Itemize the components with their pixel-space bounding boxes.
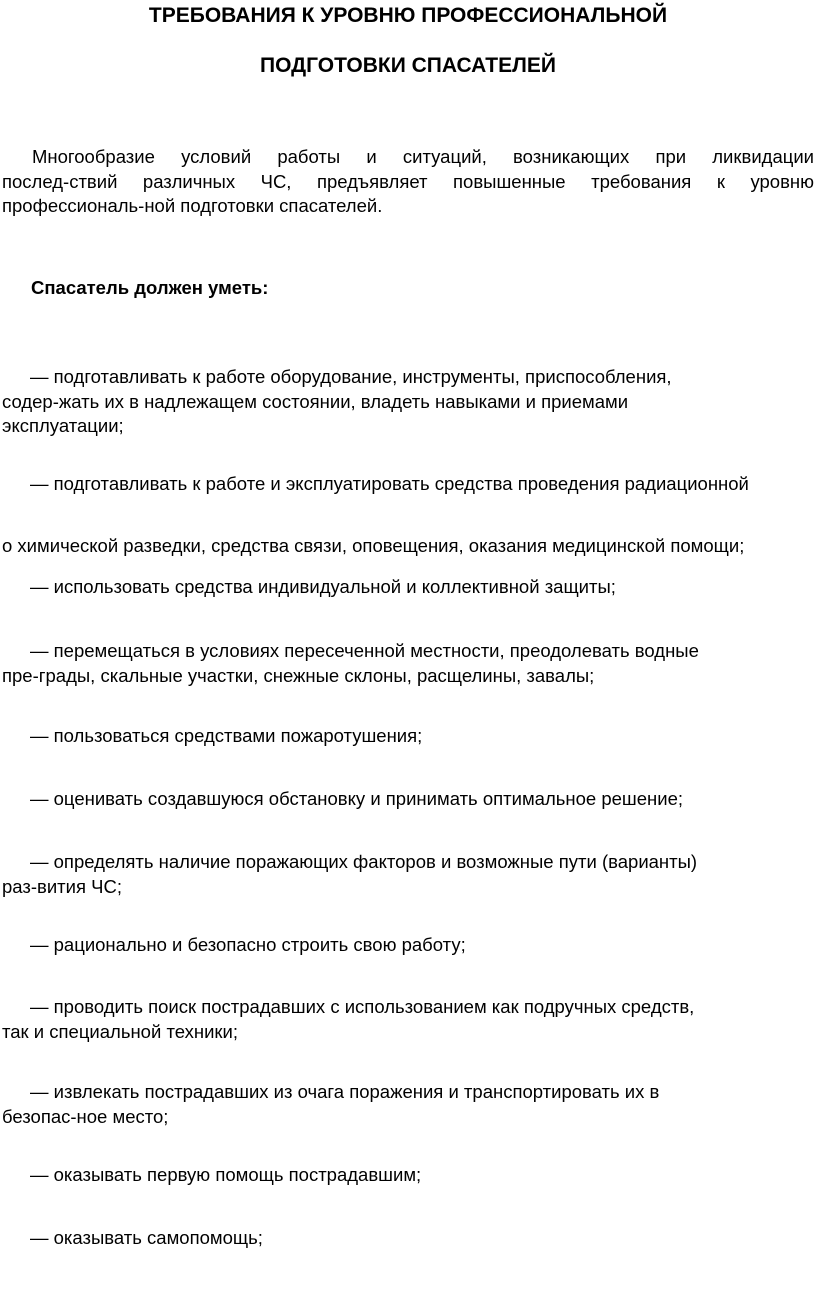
skill-item	[2, 472, 816, 497]
skill-item	[2, 1226, 816, 1251]
skill-item-line: — использовать средства индивидуальной и коллективной защиты;	[30, 576, 616, 597]
document-title-line-2: ПОДГОТОВКИ СПАСАТЕЛЕЙ	[260, 54, 556, 77]
skill-item-line: — рационально и безопасно строить свою работу;	[30, 934, 466, 955]
skill-item	[2, 1163, 816, 1188]
skills-subheading: Спасатель должен уметь:	[31, 277, 269, 298]
skill-item-line: — оказывать самопомощь;	[30, 1227, 263, 1248]
skill-item	[2, 365, 816, 439]
skill-item	[2, 850, 816, 899]
skill-item-continuation	[2, 534, 816, 559]
skill-item-line: — извлекать пострадавших из очага поражения и транспортировать их в	[30, 1081, 660, 1102]
intro-line: Многообразие условий работы и ситуаций, возникающих при ликвидации	[32, 146, 814, 167]
skill-item	[2, 933, 816, 958]
skill-item-line: — подготавливать к работе и эксплуатировать средства проведения радиационной	[30, 473, 749, 494]
skill-item-line: безопас-ное место;	[2, 1105, 169, 1127]
skill-item-line: о химической разведки, средства связи, оповещения, оказания медицинской помощи;	[2, 535, 745, 556]
skill-item	[2, 639, 816, 688]
skill-item-line: раз-вития ЧС;	[2, 875, 122, 897]
skill-item-line: пре-грады, скальные участки, снежные склоны, расщелины, завалы;	[2, 664, 595, 686]
document-title-line-1: ТРЕБОВАНИЯ К УРОВНЮ ПРОФЕССИОНАЛЬНОЙ	[148, 4, 668, 27]
skill-item-line: — пользоваться средствами пожаротушения;	[30, 725, 423, 746]
intro-line: послед-ствий различных ЧС, предъявляет повышенные требования к уровню	[2, 170, 814, 192]
skill-item-line: — оценивать создавшуюся обстановку и принимать оптимальное решение;	[30, 788, 684, 809]
skill-item-line: содер-жать их в надлежащем состоянии, владеть навыками и приемами	[2, 390, 629, 412]
skill-item-line: эксплуатации;	[2, 415, 124, 436]
skill-item-line: — перемещаться в условиях пересеченной местности, преодолевать водные	[30, 640, 699, 661]
intro-paragraph	[2, 145, 814, 219]
intro-line: профессиональ-ной подготовки спасателей.	[2, 195, 383, 216]
skill-item	[2, 995, 816, 1044]
skill-item-line: — определять наличие поражающих факторов и возможные пути (варианты)	[30, 851, 698, 872]
skill-item-line: — оказывать первую помощь пострадавшим;	[30, 1164, 422, 1185]
skill-item-line: так и специальной техники;	[2, 1020, 238, 1042]
skill-item	[2, 787, 816, 812]
skill-item	[2, 724, 816, 749]
skill-item	[2, 1080, 816, 1129]
skill-item	[2, 575, 816, 600]
skill-item-line: — проводить поиск пострадавших с использованием как подручных средств,	[30, 996, 695, 1017]
skill-item-line: — подготавливать к работе оборудование, инструменты, приспособления,	[30, 366, 672, 387]
